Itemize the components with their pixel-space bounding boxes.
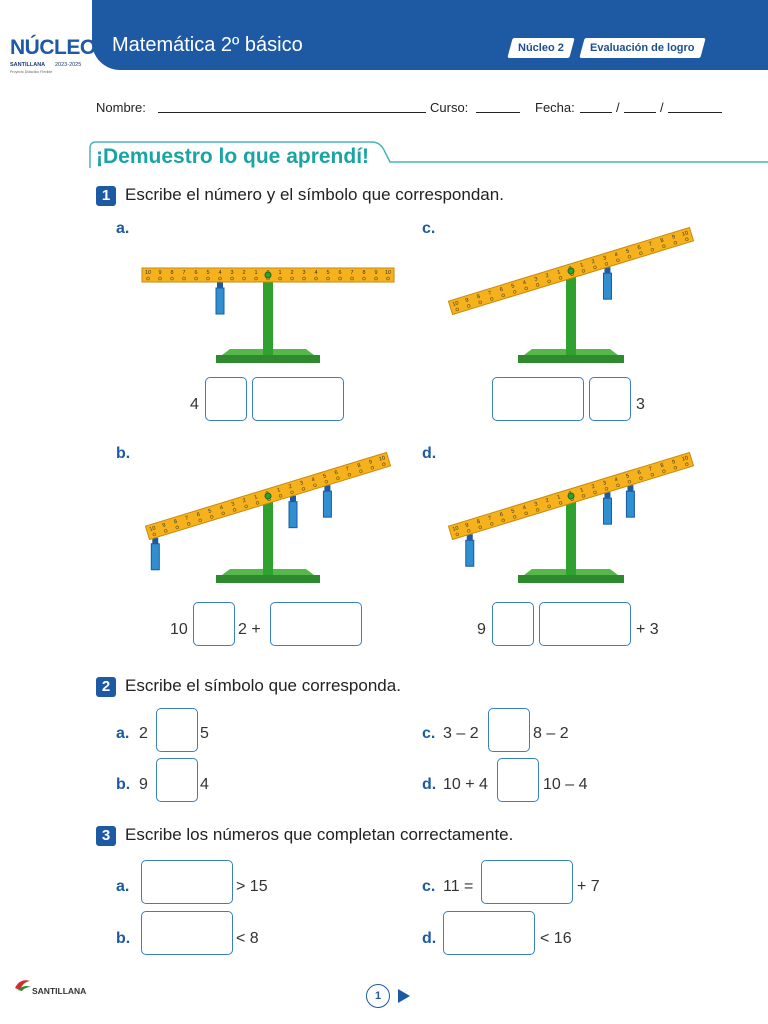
q2-d-symbol-box[interactable]: [497, 758, 539, 802]
q1-a-number-box[interactable]: [252, 377, 344, 421]
ruler-tick-label: 9: [464, 522, 470, 529]
date-separator-2: /: [660, 100, 664, 115]
balance-a-illustration: [130, 235, 400, 375]
ruler-tick-label: 5: [625, 473, 631, 480]
course-label: Curso:: [430, 100, 469, 115]
ruler-tick-label: 1: [556, 494, 562, 501]
ruler-tick-label: 3: [302, 270, 306, 276]
q2-c-symbol-box[interactable]: [488, 708, 530, 752]
ruler-tick-label: 2: [591, 258, 596, 266]
q1-d-prefix: 9: [477, 621, 486, 638]
question-3-number: 3: [96, 826, 116, 846]
weight-block: [289, 502, 297, 528]
ruler-tick-label: 6: [333, 469, 339, 477]
q3-a-right: > 15: [236, 878, 268, 895]
weight-block: [323, 491, 331, 517]
q1-d-suffix: + 3: [636, 621, 659, 638]
q2-a-left: 2: [139, 725, 148, 742]
q1-c-number-box[interactable]: [492, 377, 584, 421]
ruler-tick-label: 7: [648, 241, 654, 248]
ruler-tick-label: 8: [173, 518, 178, 526]
question-3-text: Escribe los números que completan correctamente.: [125, 825, 514, 844]
ruler-tick-label: 6: [196, 511, 201, 519]
ruler-tick-label: 3: [533, 276, 539, 283]
q1-b-number-box[interactable]: [270, 602, 362, 646]
q3-c-left: 11 =: [443, 878, 474, 895]
balance-c-illustration: [432, 225, 702, 375]
ruler-tick-label: 5: [510, 283, 516, 290]
q2-c-label: c.: [422, 725, 436, 742]
q1-a-label: a.: [116, 220, 130, 237]
q1-b-label: b.: [116, 445, 131, 462]
q3-c-label: c.: [422, 878, 436, 895]
ruler-tick-label: 7: [184, 515, 190, 522]
q1-c-label: c.: [422, 220, 436, 237]
q2-d-left: 10 + 4: [443, 776, 488, 793]
ruler-tick-label: 6: [499, 286, 504, 294]
q3-a-label: a.: [116, 878, 130, 895]
date-label: Fecha:: [535, 100, 575, 115]
month-field[interactable]: [624, 112, 656, 113]
q1-c-symbol-box[interactable]: [589, 377, 631, 421]
q1-c-suffix: 3: [636, 396, 645, 413]
q2-b-left: 9: [139, 776, 148, 793]
ruler-tick-label: 4: [522, 279, 527, 287]
q1-a-symbol-box[interactable]: [205, 377, 247, 421]
ruler-tick-label: 3: [602, 255, 608, 262]
ruler-tick-label: 8: [170, 270, 174, 276]
ruler-tick-label: 7: [182, 270, 186, 276]
ruler-tick-label: 7: [487, 290, 493, 297]
q3-c-right: + 7: [577, 878, 600, 895]
ruler-tick-label: 3: [230, 270, 234, 276]
ruler-tick-label: 8: [362, 270, 366, 276]
q3-d-right: < 16: [540, 930, 572, 947]
ruler-tick-label: 10: [451, 300, 460, 308]
ruler-tick-label: 10: [148, 525, 157, 533]
q1-a-prefix: 4: [190, 396, 199, 413]
q2-a-symbol-box[interactable]: [156, 708, 198, 752]
ruler-tick-label: 4: [522, 504, 527, 512]
q1-d-label: d.: [422, 445, 437, 462]
q1-b-middle: 2 +: [238, 621, 261, 638]
q1-b-prefix: 10: [170, 621, 188, 638]
ruler-tick-label: 2: [288, 483, 293, 491]
ruler-tick-label: 7: [350, 270, 354, 276]
ruler-tick-label: 9: [671, 459, 677, 466]
evaluation-tag: Evaluación de logro: [579, 38, 705, 58]
nucleo-tag: Núcleo 2: [507, 38, 574, 58]
logo-brand: SANTILLANA: [10, 62, 46, 68]
q2-a-label: a.: [116, 725, 130, 742]
ruler-tick-label: 1: [254, 270, 258, 276]
day-field[interactable]: [580, 112, 612, 113]
ruler-tick-label: 1: [579, 487, 585, 494]
ruler-tick-label: 1: [556, 269, 562, 276]
q2-b-symbol-box[interactable]: [156, 758, 198, 802]
next-page-arrow-icon[interactable]: [398, 989, 410, 1003]
question-1-number: 1: [96, 186, 116, 206]
q3-d-number-box[interactable]: [443, 911, 535, 955]
weight-block: [151, 544, 159, 570]
weight-block: [626, 491, 634, 517]
ruler-tick-label: 4: [218, 270, 222, 276]
ruler-tick-label: 3: [533, 501, 539, 508]
footer-brand: SANTILLANA: [32, 986, 87, 996]
ruler-tick-label: 2: [242, 497, 247, 505]
q1-d-number-box[interactable]: [539, 602, 631, 646]
page-number: 1: [366, 984, 390, 1008]
q2-d-label: d.: [422, 776, 437, 793]
ruler-tick-label: 10: [378, 455, 386, 463]
ruler-tick-label: 8: [659, 462, 665, 470]
ruler-tick-label: 9: [671, 234, 677, 241]
q3-c-number-box[interactable]: [481, 860, 573, 904]
q2-b-right: 4: [200, 776, 209, 793]
question-2-number: 2: [96, 677, 116, 697]
ruler-tick-label: 2: [290, 270, 294, 276]
q2-a-right: 5: [200, 725, 209, 742]
ruler-tick-label: 3: [602, 480, 608, 487]
weight-block: [466, 540, 474, 566]
ruler-tick-label: 7: [345, 466, 351, 473]
question-1-text: Escribe el número y el símbolo que correspondan.: [125, 185, 504, 204]
pivot: [265, 272, 271, 278]
ruler-tick-label: 9: [464, 297, 470, 304]
balance-d-illustration: [432, 440, 702, 590]
ruler-tick-label: 1: [278, 270, 282, 276]
ruler-tick-label: 10: [681, 455, 689, 463]
ruler-tick-label: 4: [613, 476, 619, 484]
weight-block: [216, 288, 224, 314]
ruler-tick-label: 8: [476, 293, 481, 301]
ruler-tick-label: 4: [219, 504, 224, 512]
ruler-tick-label: 5: [322, 473, 328, 480]
ruler-tick-label: 9: [374, 270, 378, 276]
ruler-tick-label: 1: [253, 494, 259, 501]
ruler-tick-label: 10: [681, 230, 689, 238]
ruler-tick-label: 9: [368, 459, 374, 466]
ruler-tick-label: 4: [613, 251, 619, 259]
q3-a-number-box[interactable]: [141, 860, 233, 904]
q3-b-label: b.: [116, 930, 131, 947]
q3-b-number-box[interactable]: [141, 911, 233, 955]
ruler-tick-label: 1: [276, 487, 282, 494]
ruler-tick-label: 10: [451, 525, 460, 533]
ruler-tick-label: 2: [545, 497, 550, 505]
ruler-tick-label: 8: [476, 518, 481, 526]
ruler-tick-label: 3: [230, 501, 236, 508]
date-separator-1: /: [616, 100, 620, 115]
question-2-text: Escribe el símbolo que corresponda.: [125, 676, 401, 695]
header-title: Matemática 2º básico: [112, 34, 303, 56]
q3-d-label: d.: [422, 930, 437, 947]
ruler-tick-label: 5: [207, 508, 213, 515]
ruler-tick-label: 10: [384, 270, 392, 276]
ruler-tick-label: 9: [158, 270, 162, 276]
q2-b-label: b.: [116, 776, 131, 793]
q2-c-left: 3 – 2: [443, 725, 479, 742]
ruler-tick-label: 10: [144, 270, 152, 276]
ruler-tick-label: 9: [161, 522, 167, 529]
ruler-tick-label: 6: [499, 511, 504, 519]
q2-c-right: 8 – 2: [533, 725, 569, 742]
q3-b-right: < 8: [236, 930, 259, 947]
ruler-tick-label: 8: [659, 237, 665, 245]
santillana-logo-icon: [14, 978, 32, 992]
ruler-tick-label: 2: [591, 483, 596, 491]
ruler-tick-label: 4: [310, 476, 316, 484]
ruler-tick-label: 3: [299, 480, 305, 487]
name-field[interactable]: [158, 112, 426, 113]
ruler-tick-label: 6: [636, 244, 642, 252]
logo-years: 2023-2025: [55, 62, 82, 68]
balance-b-illustration: [130, 440, 400, 590]
course-field[interactable]: [476, 112, 520, 113]
ruler-tick-label: 6: [338, 270, 342, 276]
ruler-tick-label: 7: [648, 466, 654, 473]
weight-block: [603, 273, 611, 299]
ruler-tick-label: 7: [487, 515, 493, 522]
q1-b-symbol-box[interactable]: [193, 602, 235, 646]
ruler-tick-label: 6: [636, 469, 642, 477]
logo-tagline: Proyecto Didáctico Flexible: [10, 70, 53, 74]
ruler-tick-label: 8: [356, 462, 362, 470]
year-field[interactable]: [668, 112, 722, 113]
section-title: ¡Demuestro lo que aprendí!: [96, 145, 370, 168]
ruler-tick-label: 5: [206, 270, 210, 276]
ruler-tick-label: 5: [625, 248, 631, 255]
ruler-tick-label: 2: [242, 270, 246, 276]
ruler-tick-label: 1: [579, 262, 585, 269]
ruler-tick-label: 5: [510, 508, 516, 515]
ruler-tick-label: 5: [326, 270, 330, 276]
ruler-tick-label: 2: [545, 272, 550, 280]
ruler-tick-label: 6: [194, 270, 198, 276]
name-label: Nombre:: [96, 100, 146, 115]
q1-d-symbol-box[interactable]: [492, 602, 534, 646]
ruler-tick-label: 4: [314, 270, 318, 276]
weight-block: [603, 498, 611, 524]
nucleo-logo: NÚCLEO: [10, 36, 96, 59]
q2-d-right: 10 – 4: [543, 776, 588, 793]
